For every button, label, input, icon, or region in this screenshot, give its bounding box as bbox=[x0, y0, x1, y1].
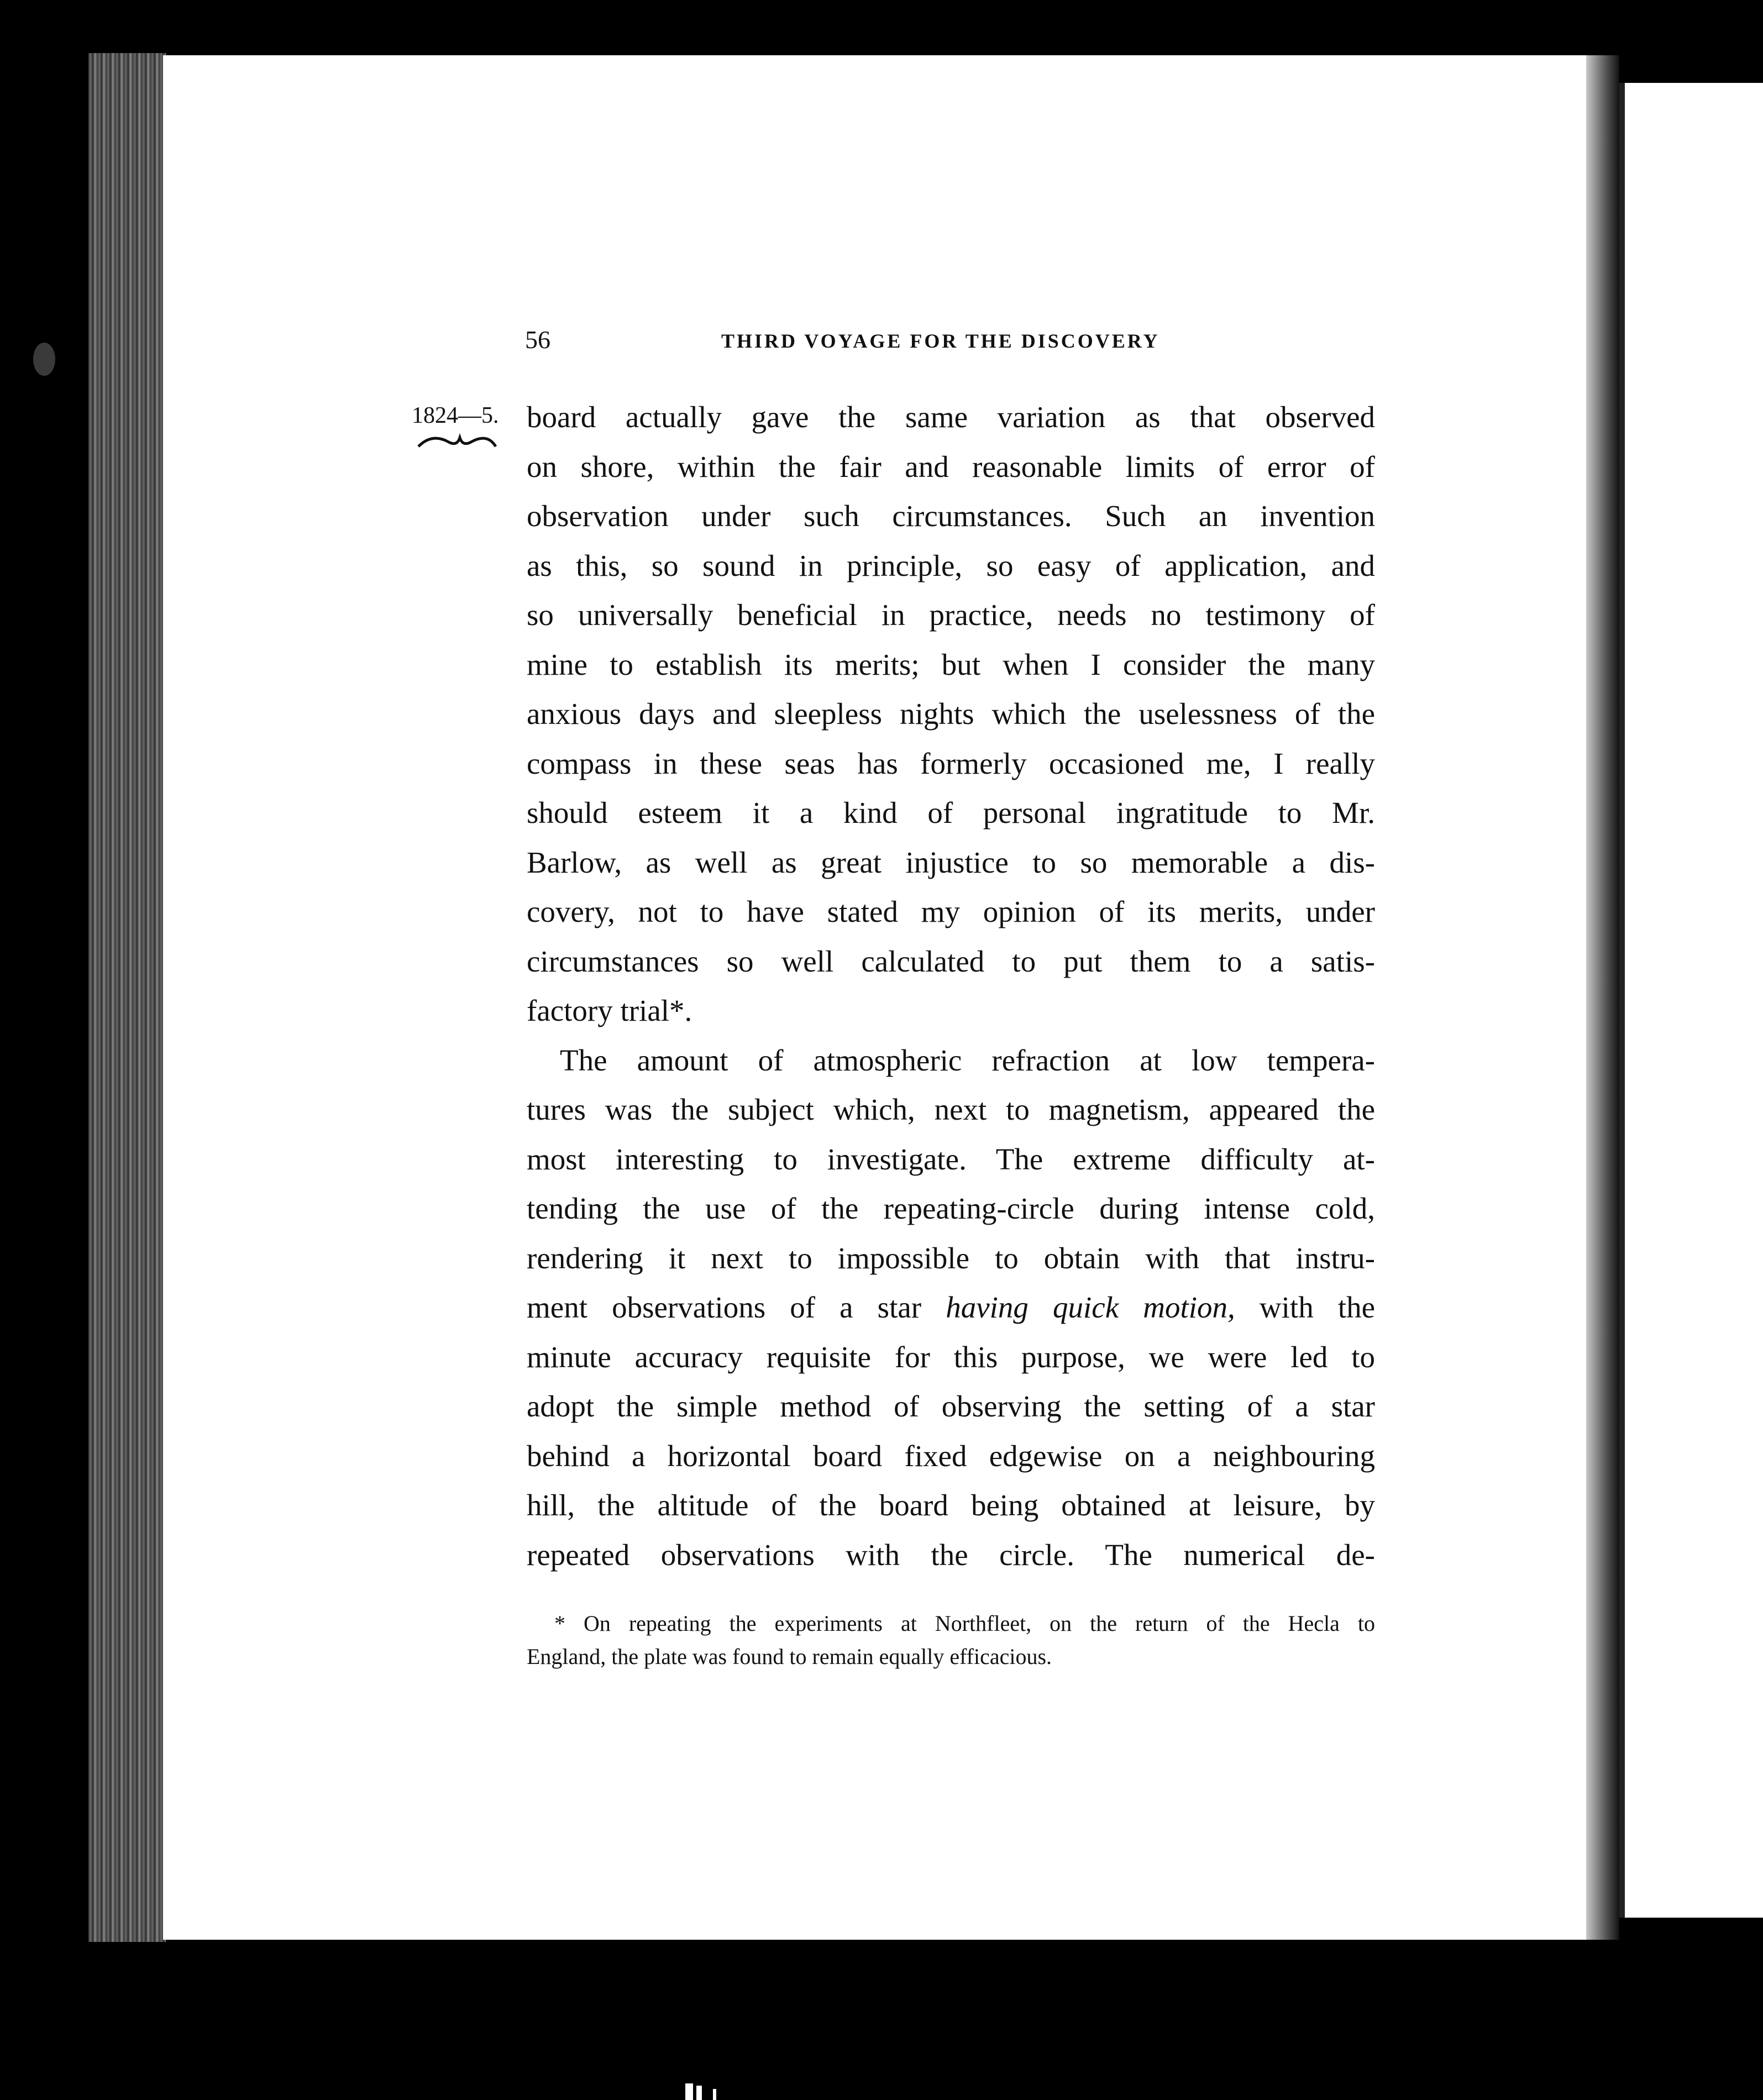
text-line: most interesting to investigate. The extreme difficulty at- bbox=[527, 1142, 1375, 1176]
text-line: minute accuracy requisite for this purpose, we were led to bbox=[527, 1340, 1375, 1374]
text-line: covery, not to have stated my opinion of its merits, under bbox=[527, 895, 1375, 928]
text-line: as this, so sound in principle, so easy of application, and bbox=[527, 548, 1375, 582]
text-line-with-italic bbox=[527, 1283, 1375, 1332]
footnote bbox=[527, 1607, 1375, 1673]
text-line: on shore, within the fair and reasonable limits of error of bbox=[527, 449, 1375, 484]
text-line: anxious days and sleepless nights which the uselessness of the bbox=[527, 697, 1375, 731]
text-line: board actually gave the same variation as that observed bbox=[527, 400, 1375, 434]
text-line: repeated observations with the circle. The numerical de- bbox=[527, 1537, 1375, 1572]
text-line: observation under such circumstances. Such an invention bbox=[527, 499, 1375, 533]
italic-phrase: having quick motion, bbox=[946, 1290, 1235, 1324]
text-line: compass in these seas has formerly occasioned me, I really bbox=[527, 746, 1375, 780]
footnote-line: * On repeating the experiments at Northfleet, on the return of the Hecla to bbox=[554, 1611, 1375, 1636]
text-line: tending the use of the repeating-circle during intense cold, bbox=[527, 1191, 1375, 1225]
text-line: tures was the subject which, next to magnetism, appeared the bbox=[527, 1093, 1375, 1126]
text-line: so universally beneficial in practice, needs no testimony of bbox=[527, 598, 1375, 632]
footnote-line: England, the plate was found to remain equally efficacious. bbox=[527, 1644, 1052, 1669]
running-head bbox=[525, 325, 1188, 358]
margin-brace-ornament bbox=[416, 430, 499, 452]
text-line: rendering it next to impossible to obtain with that instru- bbox=[527, 1241, 1375, 1275]
page-number: 56 bbox=[525, 326, 550, 354]
body-text bbox=[527, 392, 1375, 1579]
running-head-title: THIRD VOYAGE FOR THE DISCOVERY bbox=[721, 330, 1160, 352]
margin-year-note: 1824—5. bbox=[412, 403, 499, 428]
text-line-paragraph-start: The amount of atmospheric refraction at low tempera- bbox=[560, 1043, 1375, 1077]
book-page-edges-left bbox=[88, 53, 166, 1942]
text-segment: with the bbox=[1235, 1290, 1376, 1324]
text-line: factory trial*. bbox=[527, 994, 692, 1027]
book-gutter-right bbox=[1586, 55, 1619, 1940]
text-line: Barlow, as well as great injustice to so memorable a dis- bbox=[527, 845, 1375, 879]
text-line: hill, the altitude of the board being obtained at leisure, by bbox=[527, 1488, 1375, 1522]
text-line: adopt the simple method of observing the setting of a star bbox=[527, 1389, 1375, 1423]
text-line: behind a horizontal board fixed edgewise on a neighbouring bbox=[527, 1439, 1375, 1473]
scan-artifact-marks bbox=[680, 2078, 763, 2100]
text-segment: ment observations of a star bbox=[527, 1290, 946, 1324]
text-line: circumstances so well calculated to put them to a satis- bbox=[527, 944, 1375, 978]
scan-smudge bbox=[33, 343, 55, 376]
text-line: mine to establish its merits; but when I consider the many bbox=[527, 647, 1375, 681]
text-line: should esteem it a kind of personal ingratitude to Mr. bbox=[527, 796, 1375, 830]
next-page-edge bbox=[1625, 83, 1763, 1918]
